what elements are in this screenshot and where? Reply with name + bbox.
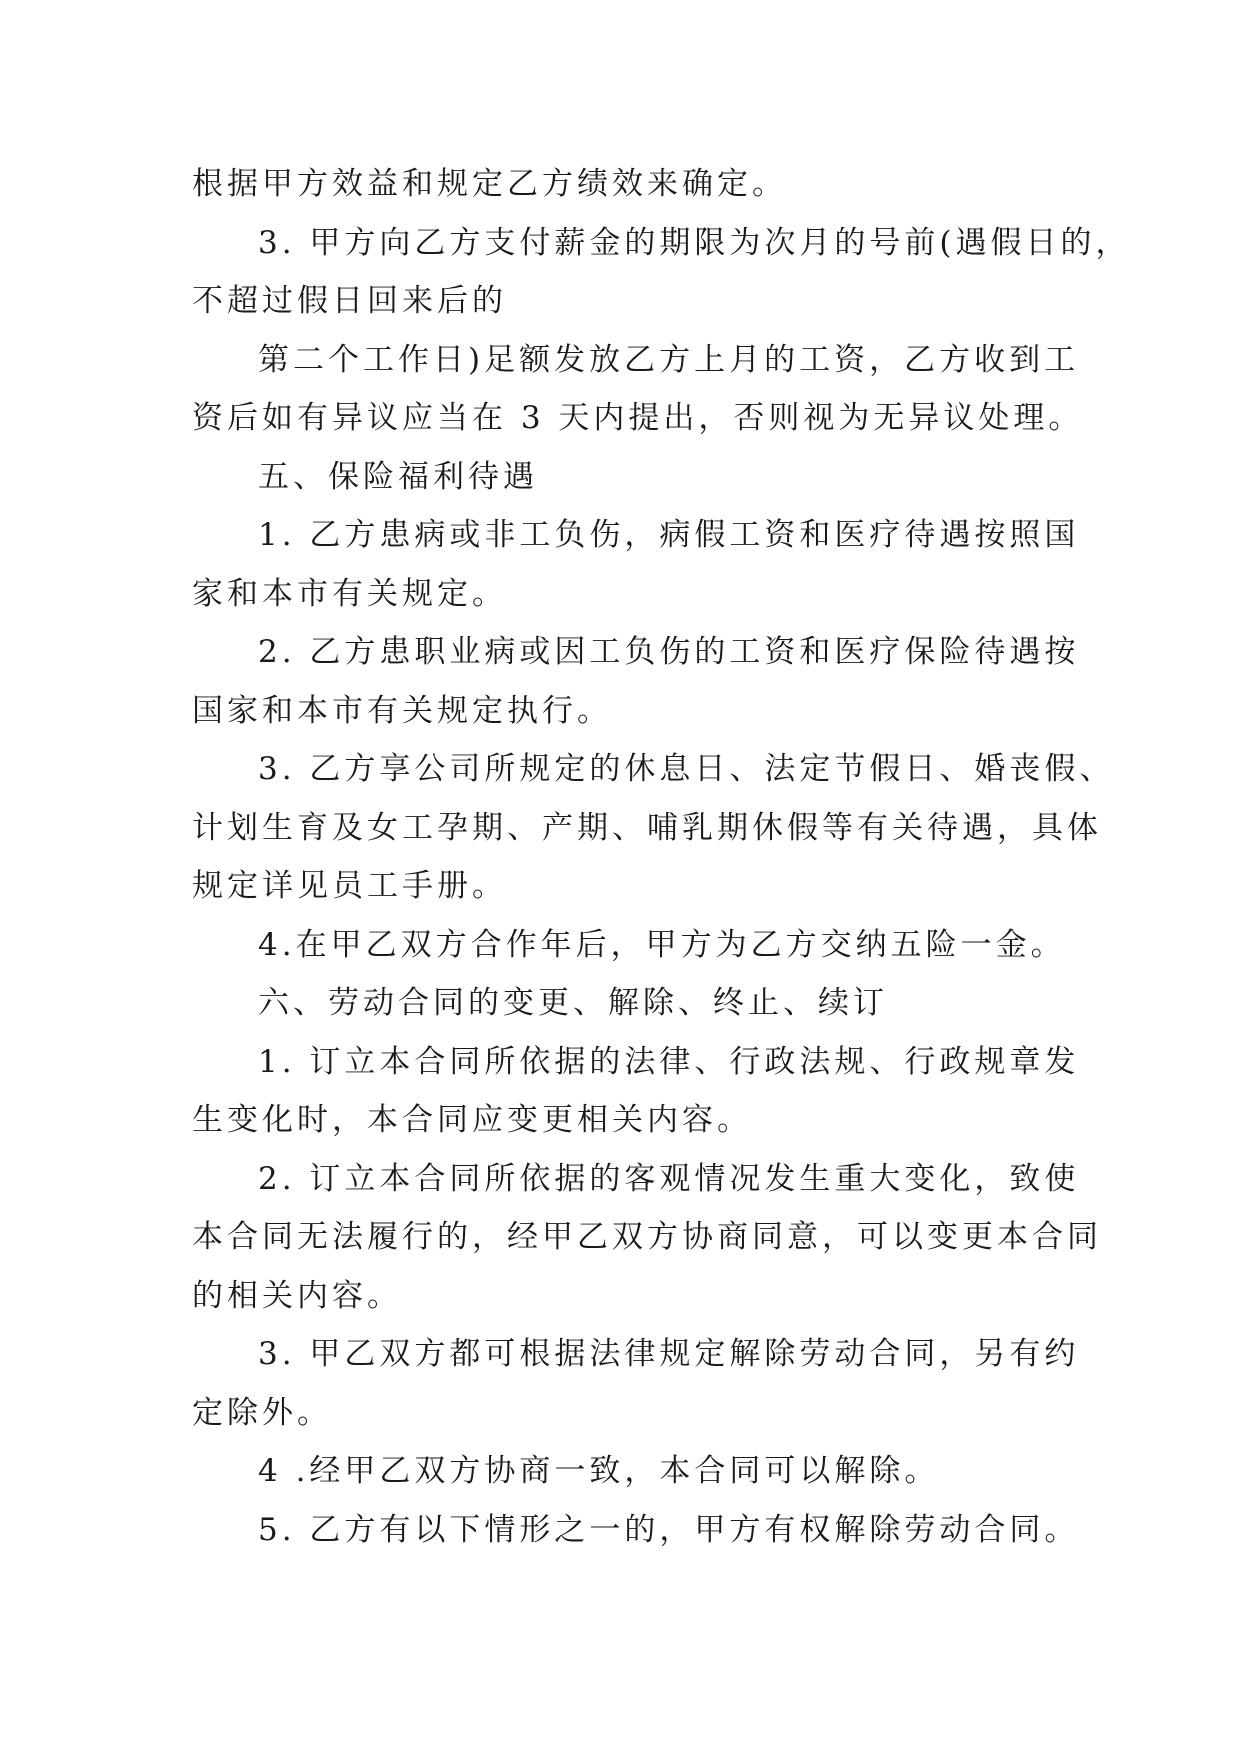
text-line: 3. 甲乙双方都可根据法律规定解除劳动合同，另有约 [258, 1336, 1080, 1372]
text-line: 本合同无法履行的，经甲乙双方协商同意，可以变更本合同 [192, 1219, 1102, 1255]
text-line: 3. 甲方向乙方支付薪金的期限为次月的号前(遇假日的， [258, 224, 1131, 261]
text-line: 根据甲方效益和规定乙方绩效来确定。 [192, 166, 787, 202]
text-line: 计划生育及女工孕期、产期、哺乳期休假等有关待遇，具体 [192, 809, 1102, 846]
text-line: 第二个工作日)足额发放乙方上月的工资，乙方收到工 [258, 341, 1080, 378]
text-line: 不超过假日回来后的 [192, 283, 507, 319]
text-line: 的相关内容。 [192, 1277, 402, 1314]
text-line: 1. 订立本合同所依据的法律、行政法规、行政规章发 [258, 1043, 1080, 1080]
text-line: 六、劳动合同的变更、解除、终止、续订 [258, 985, 888, 1021]
text-line: 2. 乙方患职业病或因工负伤的工资和医疗保险待遇按 [258, 634, 1080, 670]
text-line: 五、保险福利待遇 [258, 458, 538, 495]
text-line: 定除外。 [192, 1394, 332, 1431]
text-line: 2. 订立本合同所依据的客观情况发生重大变化，致使 [258, 1160, 1080, 1197]
text-line: 生变化时，本合同应变更相关内容。 [192, 1102, 752, 1138]
text-line: 3. 乙方享公司所规定的休息日、法定节假日、婚丧假、 [258, 751, 1115, 787]
text-line: 4 .经甲乙双方协商一致，本合同可以解除。 [258, 1453, 940, 1489]
text-line: 1. 乙方患病或非工负伤，病假工资和医疗待遇按照国 [258, 517, 1080, 553]
text-line: 国家和本市有关规定执行。 [192, 692, 612, 729]
text-line: 规定详见员工手册。 [192, 868, 507, 904]
text-line: 资后如有异议应当在 3 天内提出，否则视为无异议处理。 [192, 400, 1084, 436]
document-body [192, 155, 1131, 1559]
text-line: 4.在甲乙双方合作年后，甲方为乙方交纳五险一金。 [258, 926, 1066, 963]
text-line: 5. 乙方有以下情形之一的，甲方有权解除劳动合同。 [258, 1511, 1080, 1548]
text-line: 家和本市有关规定。 [192, 575, 507, 612]
